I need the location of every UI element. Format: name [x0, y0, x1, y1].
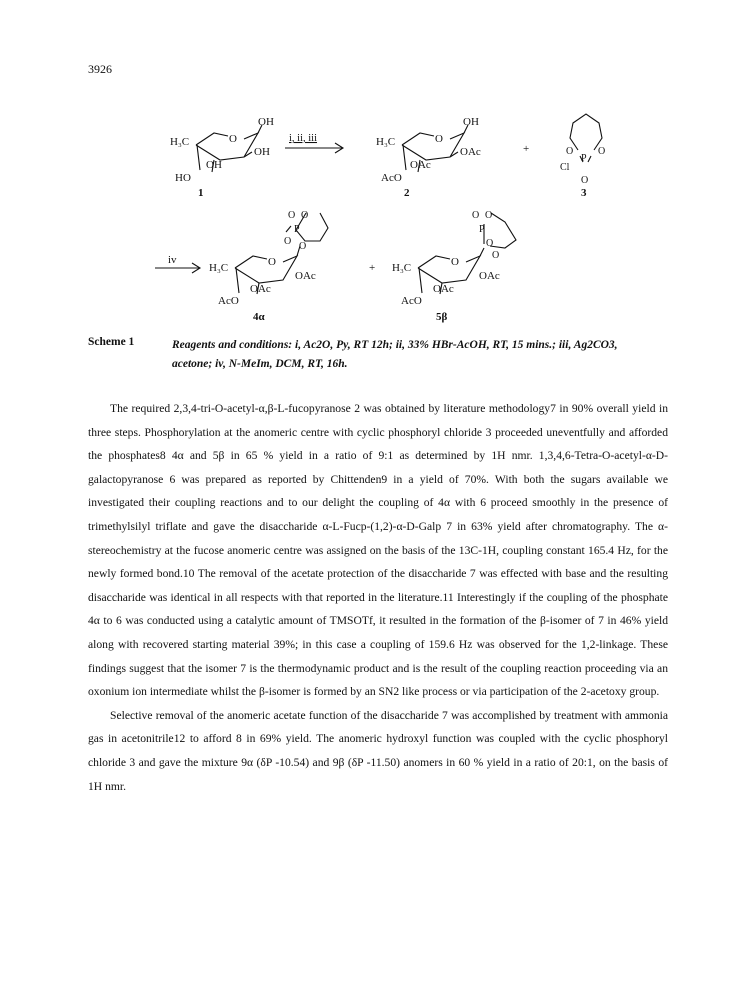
c1-oh2-label: OH [254, 146, 270, 158]
c5-oac-label: OAc [479, 270, 500, 282]
c4-oac-label: OAc [295, 270, 316, 282]
c4-oac2-label: OAc [250, 283, 271, 295]
compound-3-number: 3 [581, 187, 587, 199]
c4-aco-label: AcO [218, 295, 239, 307]
c5-p-label: P [479, 224, 485, 235]
compound-5b-number: 5β [436, 311, 448, 323]
compound-5b-structure [418, 213, 516, 294]
c2-aco-label: AcO [381, 172, 402, 184]
paragraph-1: The required 2,3,4-tri-O-acetyl-α,β-L-fucopyranose 2 was obtained by literature methodology7 in 90% overall yield in three steps. Phosphorylation at the anomeric centre with cyclic phosphoryl chloride 3 proceeded uneventfully and afforded the phosphates8 4α and 5β in 65 % yield in a ratio of 9:1 as determined by 1H nmr. 1,3,4,6-Tetra-O-acetyl-α-D-galactopyranose 6 was prepared as reported by Chittenden9 in a yield of 70%. With both the sugars available we investigated their coupling reactions and to our delight the coupling of 4α with 6 proceed smoothly in the presence of trimethylsilyl triflate and gave the disaccharide α-L-Fucp-(1,2)-α-D-Galp 7 in 63% yield after chromatography. The α-stereochemistry at the fucose anomeric centre was assigned on the basis of the 13C-1H, coupling constant 165.4 Hz, for the newly formed bond.10 The removal of the acetate protection of the disaccharide 7 was effected with base and the resulting disaccharide was identical in all respects with that reported in the literature.11 Interestingly if the coupling of the phosphate 4α to 6 was conducted using a catalytic amount of TMSOTf, it resulted in the formation of the β-isomer of 7 in 46% yield along with recovered starting material 39%; in this case a coupling of 159.6 Hz was observed for the 1,2-linkage. These findings suggest that the isomer 7 is the thermodynamic product and is the result of the coupling reaction proceeding via an oxonium ion intermediate whilst the β-isomer is formed by an SN2 like process or via participation of the 2-acetoxy group. [88, 402, 668, 699]
c1-ring-o-label: O [229, 133, 237, 145]
c1-ho-label: HO [175, 172, 191, 184]
arrow-2-label: iv [168, 254, 177, 266]
scheme-label: Scheme 1 [88, 336, 135, 348]
c2-oac-label: OAc [460, 146, 481, 158]
scheme-caption: Reagents and conditions: i, Ac2O, Py, RT 12h; ii, 33% HBr-AcOH, RT, 15 mins.; iii, Ag2CO3, acetone; iv, N-MeIm, DCM, RT, 16h. [172, 339, 618, 370]
c4-o4-label: O [299, 241, 307, 252]
c4-o3-label: O [284, 236, 292, 247]
c2-oac2-label: OAc [410, 159, 431, 171]
arrow-1 [285, 143, 343, 153]
c4-p-label: P [294, 224, 300, 235]
c1-h3c-label: H₃C [170, 136, 190, 148]
c5-o3-label: O [486, 238, 494, 249]
arrow-1-label: i, ii, iii [289, 133, 318, 144]
c5-h3c-label: H₃C [392, 262, 412, 274]
c5-o2-label: O [485, 210, 493, 221]
c5-oac2-label: OAc [433, 283, 454, 295]
c3-o3-label: O [581, 175, 589, 186]
compound-2-number: 2 [404, 187, 410, 199]
page-number: 3926 [88, 62, 112, 76]
c2-ring-o-label: O [435, 133, 443, 145]
c3-o2-label: O [598, 146, 606, 157]
c2-oh-label: OH [463, 116, 479, 128]
c3-o-label: O [566, 146, 574, 157]
arrow-2 [155, 263, 200, 273]
c3-p-label: P [581, 153, 587, 164]
c5-o-label: O [472, 210, 480, 221]
c5-aco-label: AcO [401, 295, 422, 307]
c1-oh3-label: OH [206, 159, 222, 171]
c4-o-label: O [288, 210, 296, 221]
compound-1-number: 1 [198, 187, 204, 199]
reaction-scheme [0, 0, 731, 330]
c4-ring-o-label: O [268, 256, 276, 268]
plus-1: + [523, 143, 530, 155]
c5-o4-label: O [492, 250, 500, 261]
body-text [88, 397, 668, 798]
plus-2: + [369, 262, 376, 274]
c4-h3c-label: H₃C [209, 262, 229, 274]
compound-4a-number: 4α [253, 311, 265, 323]
c5-ring-o-label: O [451, 256, 459, 268]
c2-h3c-label: H₃C [376, 136, 396, 148]
c4-o2-label: O [301, 210, 309, 221]
c3-cl-label: Cl [560, 162, 570, 173]
paragraph-2: Selective removal of the anomeric acetate function of the disaccharide 7 was accomplished by treatment with ammonia gas in acetonitrile12 to afford 8 in 69% yield. The anomeric hydroxyl function was coupled with the cyclic phosphoryl chloride 3 and gave the mixture 9α (δP -10.54) and 9β (δP -11.50) anomers in 60 % yield in a ratio of 20:1, on the basis of 1H nmr. [88, 708, 668, 793]
c1-oh-label: OH [258, 116, 274, 128]
